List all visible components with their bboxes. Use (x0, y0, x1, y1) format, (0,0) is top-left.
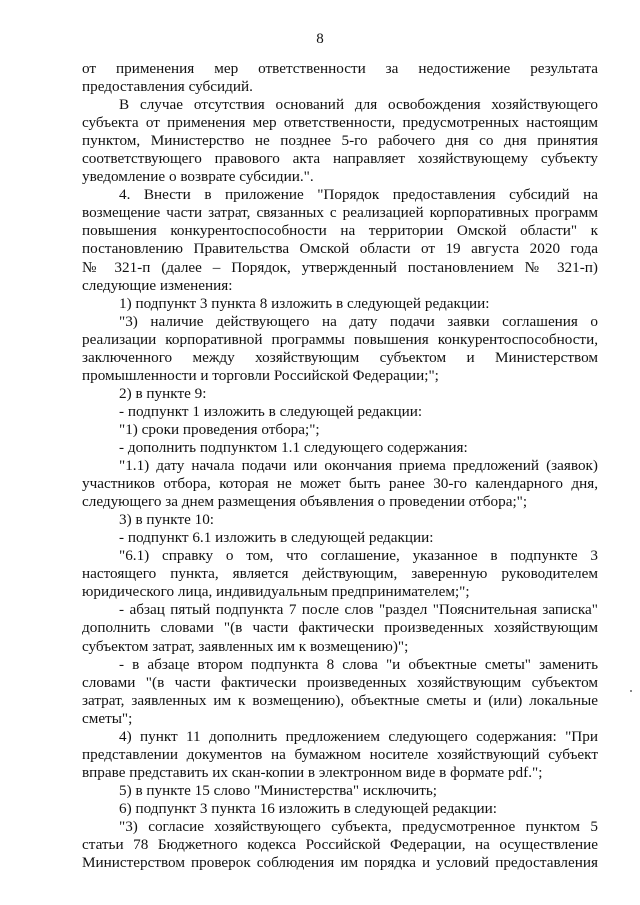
text-line: заключенного между хозяйствующим субъектом и Министерством (82, 348, 598, 366)
text-line: 4. Внести в приложение "Порядок предоставления субсидий на (119, 186, 598, 204)
text-line: повышения конкурентоспособности на территории Омской области" к (82, 222, 598, 240)
text-line: статьи 78 Бюджетного кодекса Российской Федерации, на осуществление (82, 836, 598, 854)
text-line: 2) в пункте 9: (119, 384, 207, 402)
text-line: - абзац пятый подпункта 7 после слов "раздел "Пояснительная записка" (119, 601, 598, 619)
text-line: промышленности и торговли Российской Федерации;"; (82, 366, 439, 384)
text-line: участников отбора, которая не может быть ранее 30-го календарного дня, (82, 475, 598, 493)
text-line: соответствующего правового акта направляет хозяйствующему субъекту (82, 150, 598, 168)
text-line: постановлению Правительства Омской области от 19 августа 2020 года (82, 240, 598, 258)
text-line: - подпункт 6.1 изложить в следующей редакции: (119, 529, 434, 547)
text-line: "1) сроки проведения отбора;"; (119, 420, 320, 438)
text-line: № 321-п (далее – Порядок, утвержденный постановлением № 321-п) (82, 258, 598, 276)
text-line: 6) подпункт 3 пункта 16 изложить в следующей редакции: (119, 799, 498, 817)
text-line: представлении документов на бумажном носителе хозяйствующий субъект (82, 745, 598, 763)
text-line: дополнить словами "(в части фактически произведенных хозяйствующим (82, 619, 598, 637)
text-line: - в абзаце втором подпункта 8 слова "и объектные сметы" заменить (119, 655, 598, 673)
text-line: 3) в пункте 10: (119, 511, 215, 529)
text-line: - подпункт 1 изложить в следующей редакции: (119, 402, 423, 420)
document-body (82, 60, 598, 872)
text-line: "3) наличие действующего на дату подачи заявки соглашения о (119, 312, 598, 330)
text-line: - дополнить подпунктом 1.1 следующего содержания: (119, 438, 468, 456)
text-line: 4) пункт 11 дополнить предложением следующего содержания: "При (119, 727, 598, 745)
text-line: уведомление о возврате субсидии.". (82, 168, 314, 186)
text-line: вправе представить их скан-копии в электронном виде в формате pdf."; (82, 763, 543, 781)
text-line: от применения мер ответственности за недостижение результата (82, 60, 598, 77)
text-line: "3) согласие хозяйствующего субъекта, предусмотренное пунктом 5 (119, 817, 598, 835)
text-line: возмещение части затрат, связанных с реализацией корпоративных программ (82, 204, 598, 222)
text-line: словами "(в части фактически произведенных хозяйствующим субъектом (82, 673, 598, 691)
text-line: субъектом затрат, заявленных им к возмещению)"; (82, 637, 409, 655)
text-line: "1.1) дату начала подачи или окончания приема предложений (заявок) (119, 457, 598, 475)
text-line: реализации корпоративной программы повышения конкурентоспособности, (82, 330, 598, 348)
text-line: 1) подпункт 3 пункта 8 изложить в следующей редакции: (119, 294, 490, 312)
text-line: субъекта от применения мер ответственности, предусмотренных настоящим (82, 114, 598, 132)
text-line: юридического лица, индивидуальным предпринимателем;"; (82, 583, 470, 601)
text-line: следующего за днем размещения объявления о проведении отбора;"; (82, 493, 528, 511)
text-line: пунктом, Министерство не позднее 5-го рабочего дня со дня принятия (82, 132, 598, 150)
text-line: В случае отсутствия оснований для освобождения хозяйствующего (119, 96, 598, 114)
text-line: "6.1) справку о том, что соглашение, указанное в подпункте 3 (119, 547, 598, 565)
text-line: затрат, заявленных им к возмещению), объектные сметы и (или) локальные (82, 691, 598, 709)
text-line: настоящего пункта, является действующим, заверенную руководителем (82, 565, 598, 583)
text-line: Министерством проверок соблюдения им порядка и условий предоставления (82, 854, 598, 872)
page-number: 8 (316, 31, 324, 47)
text-line: следующие изменения: (82, 276, 233, 294)
margin-mark (630, 690, 632, 692)
text-line: 5) в пункте 15 слово "Министерства" исключить; (119, 781, 438, 799)
text-line: сметы"; (82, 709, 133, 727)
text-line: предоставления субсидий. (82, 78, 253, 96)
